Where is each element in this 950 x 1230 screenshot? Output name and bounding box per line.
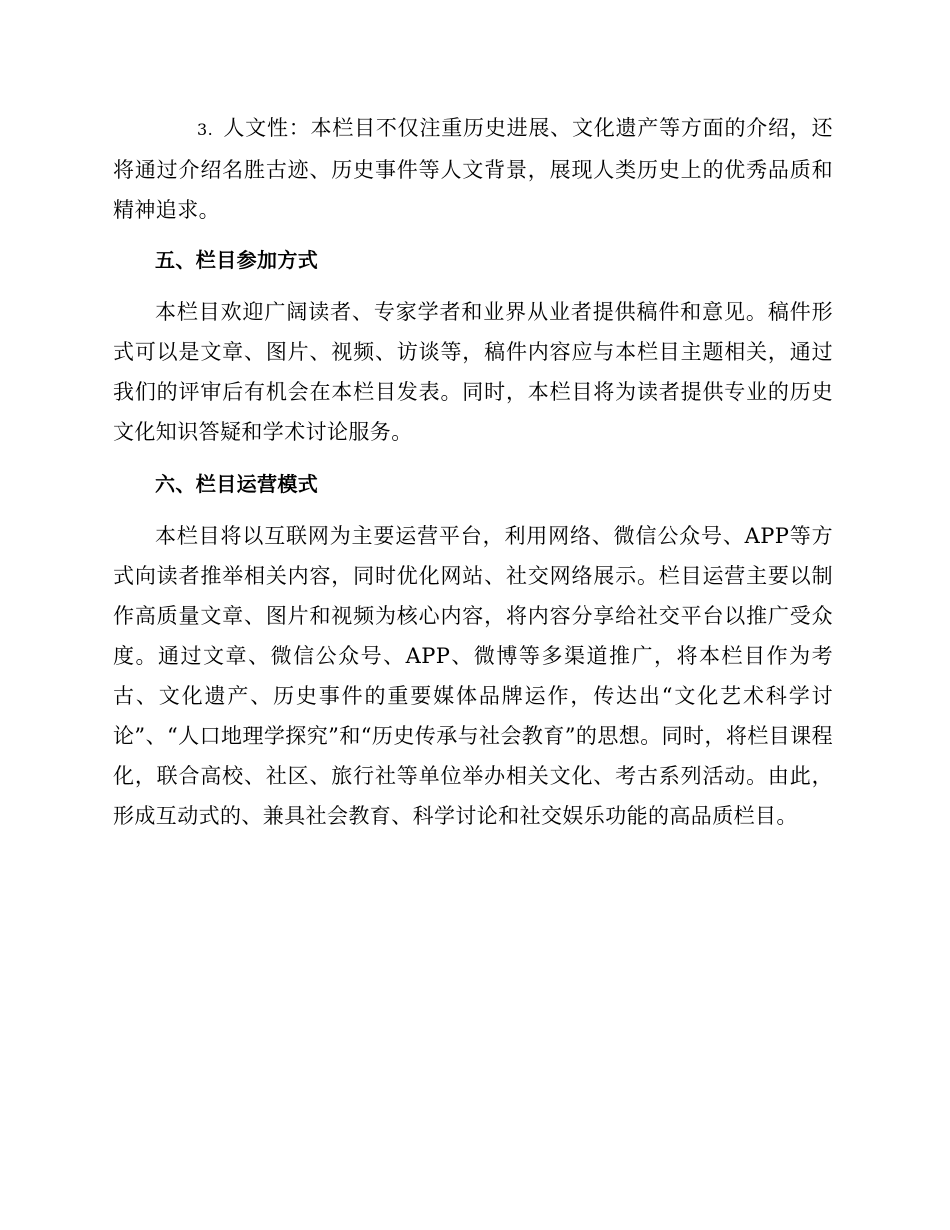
list-item-3 xyxy=(113,108,833,230)
section-heading-6: 六、栏目运营模式 xyxy=(155,472,319,496)
section-6-paragraph: 本栏目将以互联网为主要运营平台，利用网络、微信公众号、APP等方式向读者推举相关内容，同时优化网站、社交网络展示。栏目运营主要以制作高质量文章、图片和视频为核心内容，将内容分享给社交平台以推广受众度。通过文章、微信公众号、APP、微博等多渠道推广，将本栏目作为考古、文化遗产、历史事件的重要媒体品牌运作，传达出“文化艺术科学讨论”、“人口地理学探究”和“历史传承与社会教育”的思想。同时，将栏目课程化，联合高校、社区、旅行社等单位举办相关文化、考古系列活动。由此，形成互动式的、兼具社会教育、科学讨论和社交娱乐功能的高品质栏目。 xyxy=(113,524,833,828)
list-item-number: 3. xyxy=(197,120,214,139)
list-item-text: 人文性：本栏目不仅注重历史进展、文化遗产等方面的介绍，还将通过介绍名胜古迹、历史事件等人文背景，展现人类历史上的优秀品质和精神追求。 xyxy=(113,116,833,222)
document-content xyxy=(113,108,833,848)
section-heading-5: 五、栏目参加方式 xyxy=(155,248,319,272)
section-5-paragraph: 本栏目欢迎广阔读者、专家学者和业界从业者提供稿件和意见。稿件形式可以是文章、图片、视频、访谈等，稿件内容应与本栏目主题相关，通过我们的评审后有机会在本栏目发表。同时，本栏目将为读者提供专业的历史文化知识答疑和学术讨论服务。 xyxy=(113,300,833,444)
